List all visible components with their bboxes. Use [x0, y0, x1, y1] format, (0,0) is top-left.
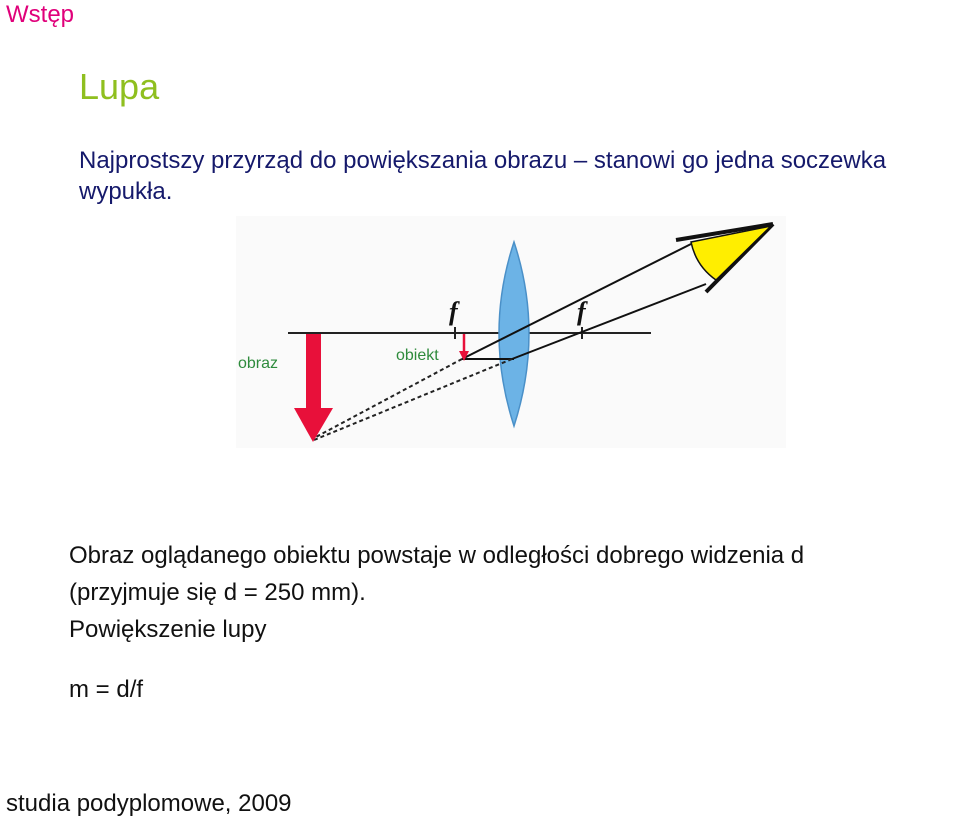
intro-text: Najprostszy przyrząd do powiększania obrazu – stanowi go jedna soczewka wypukła.	[79, 147, 887, 205]
image-arrow-shaft	[306, 334, 321, 408]
object-label: obiekt	[396, 347, 439, 364]
magnifier-diagram	[236, 216, 786, 448]
slide-title: Lupa	[79, 66, 160, 107]
section-title: Wstęp	[6, 1, 75, 28]
body-line-3: Powiększenie lupy	[69, 616, 267, 643]
focus-label-left: f	[449, 297, 458, 326]
focus-label-right: f	[577, 297, 586, 326]
body-line-2: (przyjmuje się d = 250 mm).	[69, 579, 366, 606]
body-line-1: Obraz oglądanego obiektu powstaje w odległości dobrego widzenia d	[69, 542, 805, 569]
body-text	[69, 537, 959, 648]
image-label: obraz	[238, 355, 279, 372]
footer-text: studia podyplomowe, 2009	[6, 790, 292, 817]
magnification-formula: m = d/f	[69, 676, 144, 703]
